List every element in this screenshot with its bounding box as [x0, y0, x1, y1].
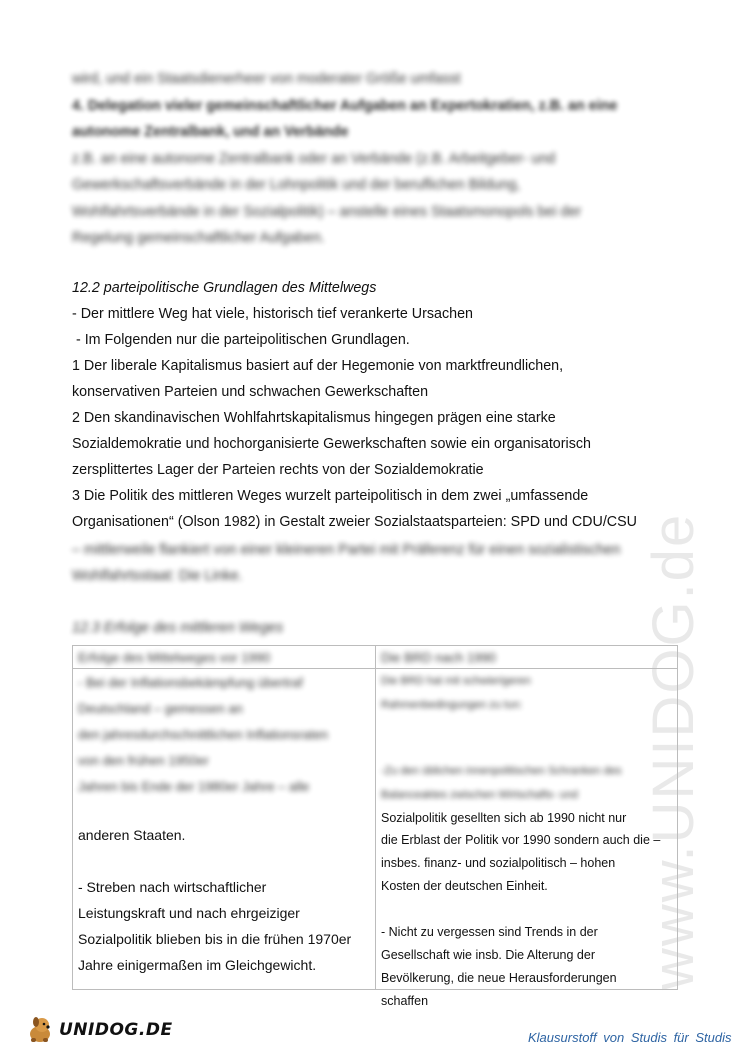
cell-line: anderen Staaten.: [78, 827, 186, 843]
cell-line: Deutschland – gemessen an: [78, 701, 243, 716]
section-12-2-line: Organisationen“ (Olson 1982) in Gestalt zweier Sozialstaatsparteien: SPD und CDU/CSU: [72, 514, 637, 530]
section-12-2-line: 3 Die Politik des mittleren Weges wurzelt parteipolitisch in dem zwei „umfassende: [72, 488, 589, 504]
watermark: www.UNIDOG.de: [641, 512, 706, 990]
cell-line: Bevölkerung, die neue Herausforderungen: [381, 971, 617, 985]
intro-para-line: Wohlfahrtsverbände in der Sozialpolitik) – anstelle eines Staatsmonopols bei der: [72, 204, 582, 220]
section-12-2-line: - Im Folgenden nur die parteipolitischen Grundlagen.: [72, 332, 410, 348]
intro-line: wird, und ein Staatsdienerheer von moderater Größe umfasst: [72, 71, 461, 87]
intro-para-line: Regelung gemeinschaftlicher Aufgaben.: [72, 230, 325, 246]
section-12-2-line: Sozialdemokratie und hochorganisierte Gewerkschaften sowie ein organisatorisch: [72, 436, 591, 452]
section-12-2-blurred-line: Wohlfahrtsstaat: Die Linke.: [72, 568, 243, 584]
logo-text: UNIDOG.DE: [59, 1020, 173, 1040]
cell-line: Sozialpolitik blieben bis in die frühen 1970er: [78, 931, 352, 947]
header-label-right: Die BRD nach 1990: [381, 650, 496, 665]
cell-line: insbes. finanz- und sozialpolitisch – hohen: [381, 856, 616, 870]
section-12-2-line: zersplittertes Lager der Parteien rechts von der Sozialdemokratie: [72, 462, 484, 478]
header-label-left: Erfolge des Mittelweges vor 1990: [78, 650, 271, 665]
cell-line: die Erblast der Politik vor 1990 sondern auch die –: [381, 833, 661, 847]
cell-line: den jahresdurchschnittlichen Inflationsraten: [78, 727, 329, 742]
cell-line: - Streben nach wirtschaftlicher: [78, 879, 267, 895]
cell-line: Die BRD hat mit schwierigeren: [381, 675, 531, 687]
cell-line: Gesellschaft wie insb. Die Alterung der: [381, 948, 595, 962]
section-12-2-line: - Der mittlere Weg hat viele, historisch tief verankerte Ursachen: [72, 306, 473, 322]
cell-line: Sozialpolitik gesellten sich ab 1990 nicht nur: [381, 811, 627, 825]
table-row: [73, 669, 678, 990]
cell-line: Kosten der deutschen Einheit.: [381, 879, 548, 893]
cell-line: Jahren bis Ende der 1980er Jahre – alle: [78, 779, 310, 794]
table-header-cell: [376, 646, 678, 669]
footer-tagline: Klausurstoff von Studis für Studis: [528, 1030, 732, 1045]
section-12-3-title: 12.3 Erfolge des mittleren Weges: [72, 620, 284, 636]
table-cell-right: [376, 669, 678, 1008]
cell-line: - Bei der Inflationsbekämpfung übertraf: [78, 675, 303, 690]
intro-para-line: z.B. an eine autonome Zentralbank oder an Verbände (z.B. Arbeitgeber- und: [72, 151, 556, 167]
section-12-2-title: 12.2 parteipolitische Grundlagen des Mittelwegs: [72, 280, 377, 296]
comparison-table: [72, 645, 678, 1008]
cell-line: schaffen: [381, 994, 429, 1008]
section-12-2-line: 1 Der liberale Kapitalismus basiert auf der Hegemonie von marktfreundlichen,: [72, 358, 564, 374]
cell-line: Balanceaktes zwischen Wirtschafts- und: [381, 789, 578, 801]
cell-line: - Nicht zu vergessen sind Trends in der: [381, 925, 598, 939]
table-header-cell: [73, 646, 376, 669]
section-12-2-line: konservativen Parteien und schwachen Gewerkschaften: [72, 384, 429, 400]
cell-line: Rahmenbedingungen zu tun:: [381, 699, 523, 711]
cell-line: von den frühen 1950er: [78, 753, 209, 768]
section-12-2-line: 2 Den skandinavischen Wohlfahrtskapitalismus hingegen prägen eine starke: [72, 410, 556, 426]
footer-logo[interactable]: [25, 1015, 173, 1045]
intro-heading-line-1: 4. Delegation vieler gemeinschaftlicher Aufgaben an Expertokratien, z.B. an eine: [72, 98, 618, 114]
cell-line: Jahre einigermaßen im Gleichgewicht.: [78, 957, 317, 973]
dog-mascot-icon: [25, 1015, 55, 1045]
cell-line: -Zu den üblichen innenpolitischen Schranken des: [381, 765, 622, 777]
table-header-row: [73, 646, 678, 669]
cell-line: Leistungskraft und nach ehrgeiziger: [78, 905, 300, 921]
table-cell-left: [73, 669, 376, 990]
intro-para-line: Gewerkschaftsverbände in der Lohnpolitik und der beruflichen Bildung,: [72, 177, 521, 193]
intro-heading-line-2: autonome Zentralbank, und an Verbände: [72, 124, 349, 140]
section-12-2-blurred-line: – mittlerweile flankiert von einer kleineren Partei mit Präferenz für einen sozialistischen: [72, 542, 621, 558]
